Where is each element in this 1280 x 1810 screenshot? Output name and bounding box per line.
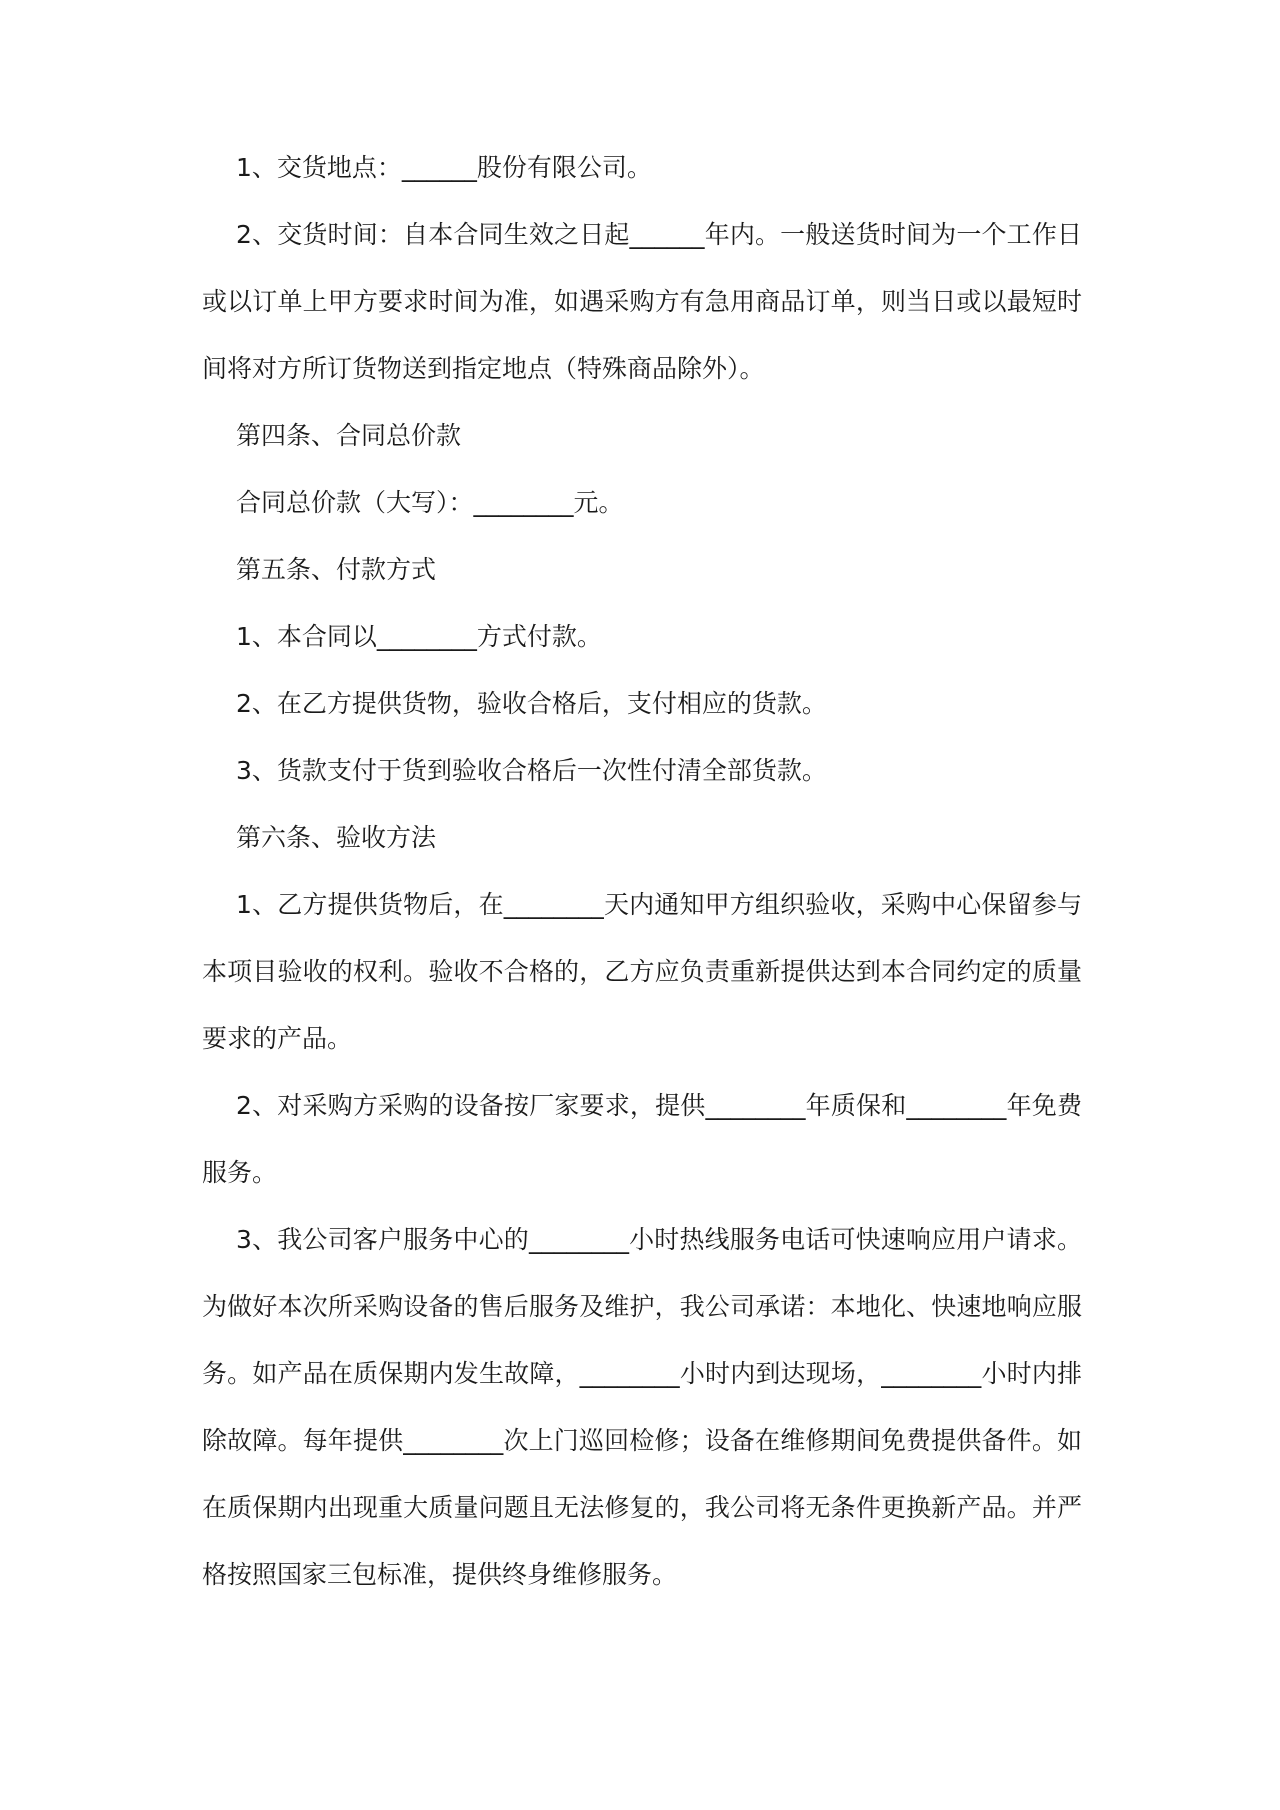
article-six-heading: 第六条、验收方法 — [236, 823, 437, 852]
article-five-heading: 第五条、付款方式 — [236, 555, 437, 584]
delivery-location-clause: 1、交货地点：______股份有限公司。 — [236, 153, 652, 182]
acceptance-clause: 1、乙方提供货物后，在________天内通知甲方组织验收，采购中心保留参与本项目验收的权利。验收不合格的，乙方应负责重新提供达到本合同约定的质量要求的产品。 — [202, 890, 1082, 1053]
contract-text — [202, 134, 1082, 1608]
warranty-clause: 2、对采购方采购的设备按厂家要求，提供________年质保和________年免费服务。 — [202, 1091, 1082, 1187]
article-four-heading: 第四条、合同总价款 — [236, 421, 462, 450]
service-commitment-clause: 3、我公司客户服务中心的________小时热线服务电话可快速响应用户请求。为做好本次所采购设备的售后服务及维护，我公司承诺：本地化、快速地响应服务。如产品在质保期内发生故障，________小时内到达现场，________小时内排除故障。每年提供________次上门巡回检修；设备在维修期间免费提供备件。如在质保期内出现重大质量问题且无法修复的，我公司将无条件更换新产品。并严格按照国家三包标准，提供终身维修服务。 — [202, 1225, 1082, 1589]
delivery-time-clause: 2、交货时间：自本合同生效之日起______年内。一般送货时间为一个工作日或以订单上甲方要求时间为准，如遇采购方有急用商品订单，则当日或以最短时间将对方所订货物送到指定地点（特殊商品除外）。 — [202, 220, 1082, 383]
payment-condition-clause: 2、在乙方提供货物，验收合格后，支付相应的货款。 — [236, 689, 827, 718]
payment-method-clause: 1、本合同以________方式付款。 — [236, 622, 602, 651]
payment-timing-clause: 3、货款支付于货到验收合格后一次性付清全部货款。 — [236, 756, 827, 785]
total-price-clause: 合同总价款（大写）：________元。 — [236, 488, 624, 517]
